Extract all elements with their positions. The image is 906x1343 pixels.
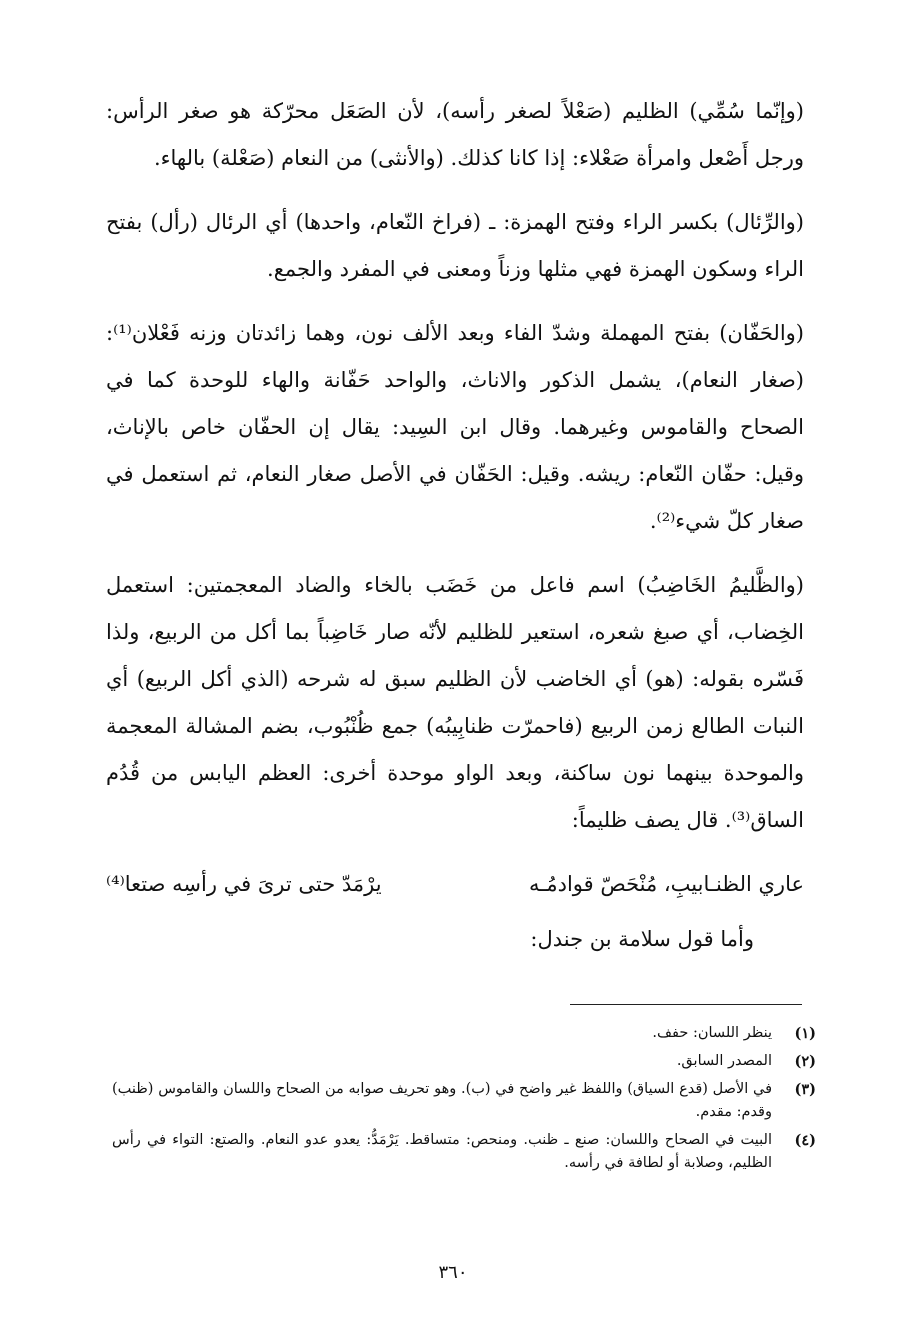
footnote-text: البيت في الصحاح واللسان: صنع ـ ظنب. ومنحص: متساقط. يَرْمَدُّ: يعدو عدو النعام. والصتع: التواء في رأس الظليم، وصلابة أو لطافة في رأسه. [112, 1132, 772, 1171]
footnote-number: (٣) [794, 1081, 816, 1098]
paragraph-riaal: (والرِّئال) بكسر الراء وفتح الهمزة: ـ (فراخ النّعام، واحدها) أي الرئال (رأل) بفتح الراء وسكون الهمزة فهي مثلها وزناً ومعنى في المفرد والجمع. [106, 210, 804, 281]
footnote-item [112, 1050, 816, 1073]
footnote-text: ينظر اللسان: حفف. [652, 1025, 772, 1041]
verse-line [106, 861, 804, 908]
footnote-text: في الأصل (قدع السياق) واللفظ غير واضح في (ب). وهو تحريف صوابه من الصحاح واللسان والقاموس (ظنب) وقدم: مقدم. [112, 1081, 772, 1120]
main-text [106, 88, 804, 963]
footnote-item [112, 1078, 816, 1124]
footnote-item [112, 1129, 816, 1175]
verse-first-hemistich: عاري الظنـابيبِ، مُنْحَصّ قوادمُـه [528, 872, 804, 896]
page-number: ٣٦٠ [438, 1262, 468, 1283]
paragraph-sal: (وإنّما سُمِّي) الظليم (صَعْلاً لصغر رأسه)، لأن الصَعَل محرّكة هو صغر الرأس: ورجل أَصْعل وامرأة صَعْلاء: إذا كانا كذلك. (والأنثى) من النعام (صَعْلة) بالهاء. [106, 99, 804, 170]
paragraph-zalim-khadib: (والظَّليمُ الخَاضِبُ) اسم فاعل من خَضَب بالخاء والضاد المعجمتين: استعمل الخِضاب، أي صبغ شعره، استعير للظليم لأنّه صار خَاضِباً بما أكل من الربيع، ولذا فَسّره بقوله: (هو) أي الخاضب لأن الظليم سبق له شرحه (الذي أكل الربيع) أي النبات الطالع زمن الربيع (فاحمرّت ظنابِيبُه) جمع ظُنْبُوب، بضم المشالة المعجمة والموحدة بينهما نون ساكنة، وبعد الواو موحدة أخرى: العظم اليابس من قُدُم الساق⁽³⁾. قال يصف ظليماً: [106, 573, 804, 832]
footnote-number: (١) [794, 1025, 816, 1042]
footnote-text: المصدر السابق. [676, 1053, 772, 1069]
footnotes [112, 1022, 816, 1180]
verse-second-hemistich: يرْمَدّ حتى ترىَ في رأسِه صتعا⁽⁴⁾ [106, 872, 382, 896]
footnote-item [112, 1022, 816, 1045]
footnote-number: (٤) [794, 1132, 816, 1149]
footnote-separator [570, 1004, 802, 1005]
footnote-number: (٢) [794, 1053, 816, 1070]
paragraph-haffan: (والحَفّان) بفتح المهملة وشدّ الفاء وبعد الألف نون، وهما زائدتان وزنه فَعْلان⁽¹⁾: (صغار النعام)، يشمل الذكور والاناث، والواحد حَفّانة والهاء للوحدة كما في الصحاح والقاموس وغيرهما. وقال ابن السِيد: يقال إن الحفّان خاص بالإناث، وقيل: حفّان النّعام: ريشه. وقيل: الحَفّان في الأصل صغار النعام، ثم استعمل في صغار كلّ شيء⁽²⁾. [106, 321, 804, 533]
verse-introduction: وأما قول سلامة بن جندل: [530, 927, 754, 951]
